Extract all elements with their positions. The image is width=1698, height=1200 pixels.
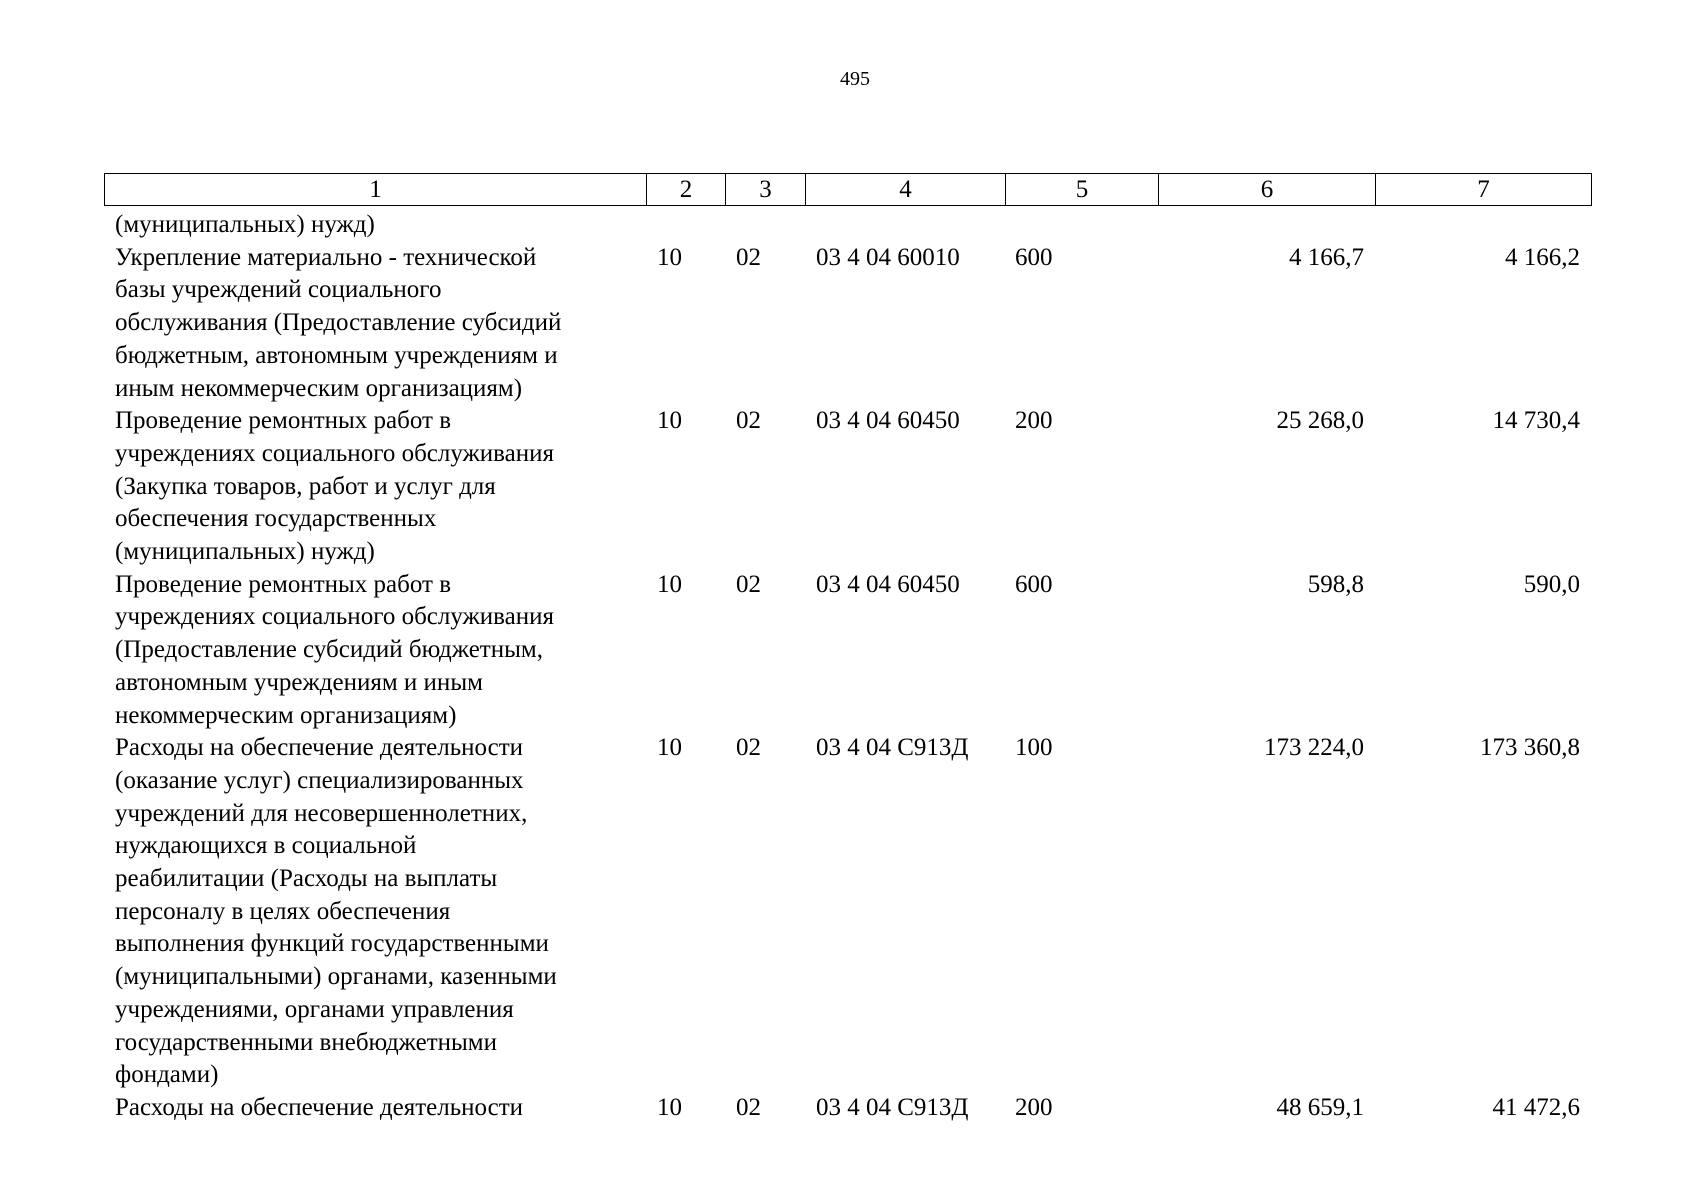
- expense-type-code: 600: [1015, 243, 1053, 271]
- section-code: 10: [657, 1093, 682, 1121]
- amount-col-6: 173 224,0: [1264, 734, 1364, 762]
- expense-type-code: 200: [1015, 407, 1053, 435]
- table-body: [104, 209, 1590, 1125]
- amount-col-6: 4 166,7: [1289, 243, 1364, 271]
- expense-type-code: 600: [1015, 570, 1053, 598]
- subsection-code: 02: [736, 243, 761, 271]
- description-line: учреждений для несовершеннолетних,: [115, 799, 528, 827]
- description-line: фондами): [115, 1061, 219, 1089]
- description-line: базы учреждений социального: [115, 276, 442, 304]
- table-header: [104, 173, 1592, 206]
- header-col-5: 5: [1005, 174, 1158, 205]
- description-line: бюджетным, автономным учреждениям и: [115, 341, 558, 369]
- subsection-code: 02: [736, 1093, 761, 1121]
- description-line: (оказание услуг) специализированных: [115, 766, 524, 794]
- description-line: обслуживания (Предоставление субсидий: [115, 309, 562, 337]
- target-article-code: 03 4 04 60010: [816, 243, 960, 271]
- row-description: [104, 242, 645, 406]
- amount-col-6: 48 659,1: [1276, 1093, 1364, 1121]
- table-row: [104, 732, 1590, 1092]
- table-row: [104, 569, 1590, 733]
- description-line: выполнения функций государственными: [115, 930, 549, 958]
- section-code: 10: [657, 570, 682, 598]
- description-line: учреждениях социального обслуживания: [115, 439, 555, 467]
- target-article-code: 03 4 04 60450: [816, 407, 960, 435]
- amount-col-7: 14 730,4: [1492, 407, 1580, 435]
- row-description: [104, 569, 645, 733]
- subsection-code: 02: [736, 407, 761, 435]
- section-code: 10: [657, 243, 682, 271]
- header-col-4: 4: [805, 174, 1005, 205]
- row-description: [104, 209, 645, 242]
- amount-col-7: 173 360,8: [1480, 734, 1580, 762]
- description-line: иным некоммерческим организациям): [115, 374, 523, 402]
- description-line: государственными внебюджетными: [115, 1028, 498, 1056]
- header-col-2: 2: [646, 174, 725, 205]
- header-col-7: 7: [1375, 174, 1591, 205]
- row-description: [104, 405, 645, 569]
- description-line: Проведение ремонтных работ в: [115, 570, 452, 598]
- section-code: 10: [657, 734, 682, 762]
- description-line: Укрепление материально - технической: [115, 243, 537, 271]
- description-line: (Предоставление субсидий бюджетным,: [115, 636, 543, 664]
- expense-type-code: 100: [1015, 734, 1053, 762]
- description-line: (Закупка товаров, работ и услуг для: [115, 472, 496, 500]
- description-line: реабилитации (Расходы на выплаты: [115, 865, 498, 893]
- header-col-1: 1: [369, 176, 382, 203]
- description-line: персоналу в целях обеспечения: [115, 897, 451, 925]
- description-line: автономным учреждениям и иным: [115, 668, 483, 696]
- amount-col-6: 598,8: [1307, 570, 1364, 598]
- subsection-code: 02: [736, 734, 761, 762]
- section-code: 10: [657, 407, 682, 435]
- description-line: Проведение ремонтных работ в: [115, 407, 452, 435]
- description-line: нуждающихся в социальной: [115, 832, 417, 860]
- description-line: (муниципальными) органами, казенными: [115, 963, 557, 991]
- target-article-code: 03 4 04 60450: [816, 570, 960, 598]
- target-article-code: 03 4 04 С913Д: [816, 1093, 969, 1121]
- header-col-3: 3: [725, 174, 805, 205]
- subsection-code: 02: [736, 570, 761, 598]
- table-row: [104, 1092, 1590, 1125]
- table-row: [104, 405, 1590, 569]
- description-line: (муниципальных) нужд): [115, 211, 375, 238]
- amount-col-6: 25 268,0: [1276, 407, 1364, 435]
- table-row: [104, 209, 1590, 242]
- table-row: [104, 242, 1590, 406]
- amount-col-7: 41 472,6: [1492, 1093, 1580, 1121]
- description-line: (муниципальных) нужд): [115, 538, 375, 566]
- row-description: [104, 1092, 645, 1125]
- description-line: некоммерческим организациям): [115, 701, 457, 729]
- expense-type-code: 200: [1015, 1093, 1053, 1121]
- description-line: Расходы на обеспечение деятельности: [115, 1093, 524, 1121]
- page-number: 495: [840, 68, 870, 90]
- target-article-code: 03 4 04 С913Д: [816, 734, 969, 762]
- amount-col-7: 4 166,2: [1505, 243, 1580, 271]
- description-line: обеспечения государственных: [115, 505, 437, 533]
- amount-col-7: 590,0: [1523, 570, 1580, 598]
- description-line: учреждениях социального обслуживания: [115, 603, 555, 631]
- description-line: учреждениями, органами управления: [115, 995, 514, 1023]
- row-description: [104, 732, 645, 1092]
- description-line: Расходы на обеспечение деятельности: [115, 734, 524, 762]
- header-col-6: 6: [1158, 174, 1375, 205]
